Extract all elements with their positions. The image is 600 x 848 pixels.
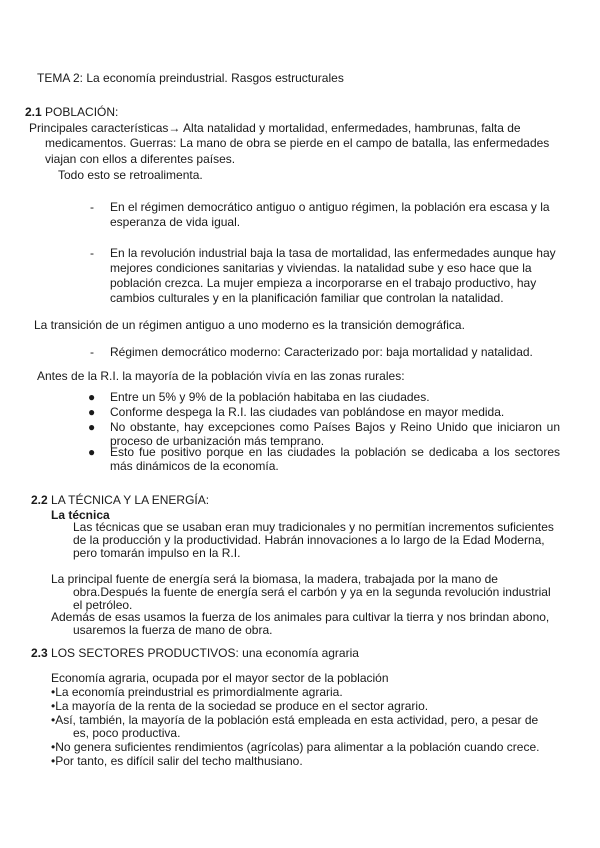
intro-line: viajan con ellos a diferentes países. — [45, 152, 236, 166]
tecnica-paragraph: Las técnicas que se usaban eran muy tradicionales y no permitían incrementos suficientes de la producción y la productividad. Habrán innovaciones a lo largo de la Edad Moderna, pero tomarán impulso en la R.I. — [73, 520, 554, 560]
energia-line: el petróleo. — [73, 598, 133, 612]
section-2-3-heading — [31, 646, 359, 661]
subheading-tecnica: La técnica — [51, 508, 110, 522]
animales-line: Además de esas usamos la fuerza de los animales para cultivar la tierra y nos brindan abono, — [51, 610, 550, 624]
section-number: 2.1 — [25, 105, 42, 119]
sectores-item: •Así, también, la mayoría de la población está empleada en esta actividad, pero, a pesar de — [51, 713, 539, 727]
dash-marker: - — [90, 345, 94, 359]
section-title: POBLACIÓN: — [45, 105, 119, 119]
dash-item-regimen-moderno: Régimen democrático moderno: Caracterizado por: baja mortalidad y natalidad. — [110, 345, 533, 359]
sectores-item: •Por tanto, es difícil salir del techo malthusiano. — [51, 754, 303, 768]
sectores-item: •No genera suficientes rendimientos (agrícolas) para alimentar a la población cuando crece. — [51, 740, 540, 754]
intro-line: medicamentos. Guerras: La mano de obra se pierde en el campo de batalla, las enfermedades — [45, 136, 550, 150]
sectores-item-continuation: es, poco productiva. — [73, 726, 181, 740]
section-number: 2.2 — [31, 493, 48, 507]
dash-item-antiguo-regimen: En el régimen democrático antiguo o antiguo régimen, la población era escasa y la esperanza de vida igual. — [110, 200, 550, 229]
intro-line: Principales características→ Alta natalidad y mortalidad, enfermedades, hambrunas, falta de — [29, 121, 521, 135]
section-title: LA TÉCNICA Y LA ENERGÍA: — [51, 493, 210, 507]
section-2-1-heading — [25, 105, 118, 120]
energia-line: obra.Después la fuente de energía será el carbón y ya en la segunda revolución industrial — [73, 585, 551, 599]
bullet-marker: ● — [88, 390, 96, 404]
transition-text: La transición de un régimen antiguo a uno moderno es la transición demográfica. — [34, 318, 465, 332]
energia-line: La principal fuente de energía será la biomasa, la madera, trabajada por la mano de — [51, 572, 498, 586]
section-2-2-heading — [31, 493, 209, 508]
bullet-marker: ● — [88, 420, 96, 434]
sectores-item: •La mayoría de la renta de la sociedad se produce en el sector agrario. — [51, 699, 429, 713]
dash-marker: - — [90, 200, 94, 214]
bullet-marker: ● — [88, 445, 96, 459]
bullet-marker: ● — [88, 405, 96, 419]
bullet-item: Conforme despega la R.I. las ciudades van poblándose en mayor medida. — [110, 405, 505, 419]
bullet-item: Esto fue positivo porque en las ciudades la población se dedicaba a los sectores más dinámicos de la economía. — [110, 445, 560, 473]
dash-marker: - — [90, 246, 94, 260]
intro-line: Todo esto se retroalimenta. — [58, 168, 203, 182]
sectores-intro: Economía agraria, ocupada por el mayor sector de la población — [51, 671, 389, 685]
bullet-item: No obstante, hay excepciones como Países Bajos y Reino Unido que iniciaron un proceso de urbanización más temprano. — [110, 420, 560, 448]
before-ri-text: Antes de la R.I. la mayoría de la población vivía en las zonas rurales: — [37, 369, 405, 383]
sectores-item: •La economía preindustrial es primordialmente agraria. — [51, 685, 343, 699]
dash-item-revolucion-industrial: En la revolución industrial baja la tasa de mortalidad, las enfermedades aunque hay mejores condiciones sanitarias y viviendas. la natalidad sube y eso hace que la población crezca. La mujer empieza a incorporarse en el trabajo productivo, hay cambios culturales y en la planificación familiar que controlan la natalidad. — [110, 246, 556, 305]
animales-line: usaremos la fuerza de mano de obra. — [73, 623, 273, 637]
bullet-item: Entre un 5% y 9% de la población habitaba en las ciudades. — [110, 390, 430, 404]
section-number: 2.3 — [31, 646, 48, 660]
page-title: TEMA 2: La economía preindustrial. Rasgos estructurales — [37, 71, 344, 85]
section-title: LOS SECTORES PRODUCTIVOS: una economía agraria — [51, 646, 359, 660]
